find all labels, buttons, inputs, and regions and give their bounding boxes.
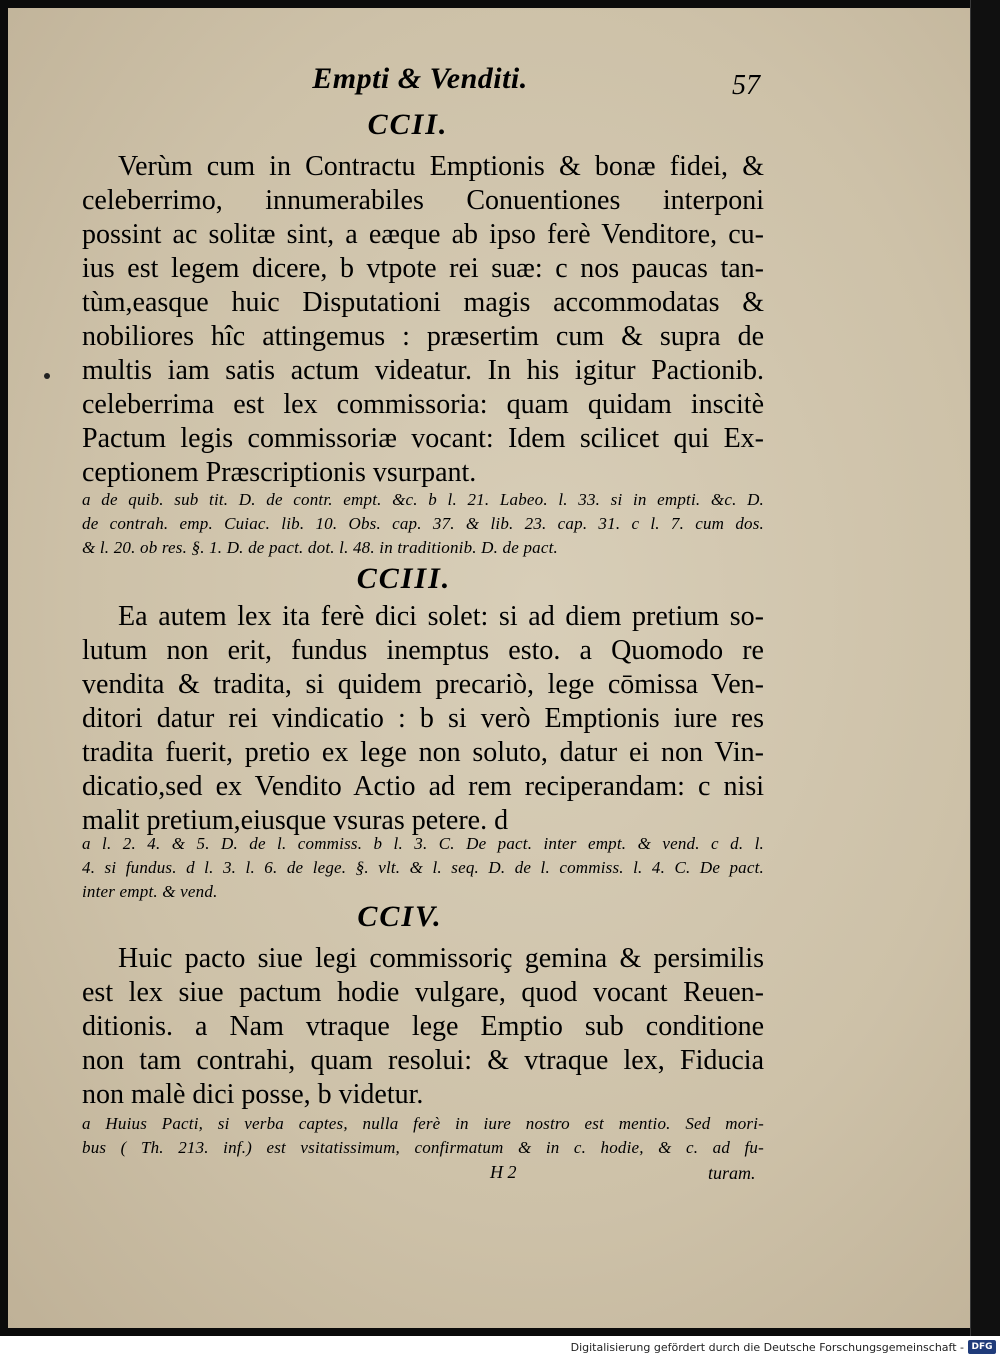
text-line: nobiliores hîc attingemus : præsertim cum & supra de xyxy=(82,321,764,352)
text-line: Pactum legis commissoriæ vocant: Idem scilicet qui Ex- xyxy=(82,423,764,454)
footnote-line: & l. 20. ob res. §. 1. D. de pact. dot. l. 48. in traditionib. D. de pact. xyxy=(82,538,558,557)
footer-bar xyxy=(0,1336,1000,1361)
section-heading: CCII. xyxy=(367,108,449,141)
text-line: possint ac solitæ sint, a eæque ab ipso ferè Venditore, cu- xyxy=(82,219,764,250)
scan-edge xyxy=(970,0,1000,1336)
text-line: tradita fuerit, pretio ex lege non soluto, datur ei non Vin- xyxy=(82,737,764,768)
dfg-logo-icon[interactable]: DFG xyxy=(968,1340,996,1354)
text-line: Verùm cum in Contractu Emptionis & bonæ fidei, & xyxy=(118,151,764,182)
footnote-line: de contrah. emp. Cuiac. lib. 10. Obs. cap. 37. & lib. 23. cap. 31. c l. 7. cum dos. xyxy=(82,514,764,533)
footnote-line: a de quib. sub tit. D. de contr. empt. &c. b l. 21. Labeo. l. 33. si in empti. &c. D. xyxy=(82,490,764,509)
text-line: Ea autem lex ita ferè dici solet: si ad diem pretium so- xyxy=(118,601,764,632)
text-line: non tam contrahi, quam resolui: & vtraque lex, Fiducia xyxy=(82,1045,764,1076)
page-number: 57 xyxy=(732,70,760,101)
footnote-line: inter empt. & vend. xyxy=(82,882,218,901)
text-line: malit pretium,eiusque vsuras petere. d xyxy=(82,805,509,836)
text-line: ceptionem Præscriptionis vsurpant. xyxy=(82,457,477,488)
section-heading: CCIII. xyxy=(356,562,452,595)
funding-note: Digitalisierung gefördert durch die Deutsche Forschungsgemeinschaft - xyxy=(570,1341,964,1354)
text-line: lutum non erit, fundus inemptus esto. a Quomodo re xyxy=(82,635,764,666)
text-line: ditori datur rei vindicatio : b si verò Emptionis iure res xyxy=(82,703,764,734)
margin-mark xyxy=(44,373,50,379)
running-title: Empti & Venditi. xyxy=(312,62,528,95)
text-line: tùm,easque huic Disputationi magis accommodatas & xyxy=(82,287,764,318)
text-line: ditionis. a Nam vtraque lege Emptio sub conditione xyxy=(82,1011,764,1042)
text-line: multis iam satis actum videatur. In his igitur Pactionib. xyxy=(82,355,764,386)
footnote-line: 4. si fundus. d l. 3. l. 6. de lege. §. vlt. & l. seq. D. de l. commiss. l. 4. C. De pact. xyxy=(82,858,764,877)
text-line: est lex siue pactum hodie vulgare, quod vocant Reuen- xyxy=(82,977,764,1008)
text-line: dicatio,sed ex Vendito Actio ad rem reciperandam: c nisi xyxy=(82,771,764,802)
footnote-line: a Huius Pacti, si verba captes, nulla ferè in iure nostro est mentio. Sed mori- xyxy=(82,1114,764,1133)
text-line: non malè dici posse, b videtur. xyxy=(82,1079,424,1110)
footnote-line: a l. 2. 4. & 5. D. de l. commiss. b l. 3. C. De pact. inter empt. & vend. c d. l. xyxy=(82,834,764,853)
footnote-line: bus ( Th. 213. inf.) est vsitatissimum, confirmatum & in c. hodie, & c. ad fu- xyxy=(82,1138,764,1157)
signature-mark: H 2 xyxy=(490,1162,517,1182)
text-line: celeberrimo, innumerabiles Conuentiones interponi xyxy=(82,185,764,216)
text-line: celeberrima est lex commissoria: quam quidam inscitè xyxy=(82,389,764,420)
text-line: ius est legem dicere, b vtpote rei suæ: c nos paucas tan- xyxy=(82,253,764,284)
text-line: vendita & tradita, si quidem precariò, lege cōmissa Ven- xyxy=(82,669,764,700)
section-heading: CCIV. xyxy=(357,900,443,933)
catchword: turam. xyxy=(708,1163,756,1183)
text-line: Huic pacto siue legi commissoriç gemina & persimilis xyxy=(118,943,764,974)
